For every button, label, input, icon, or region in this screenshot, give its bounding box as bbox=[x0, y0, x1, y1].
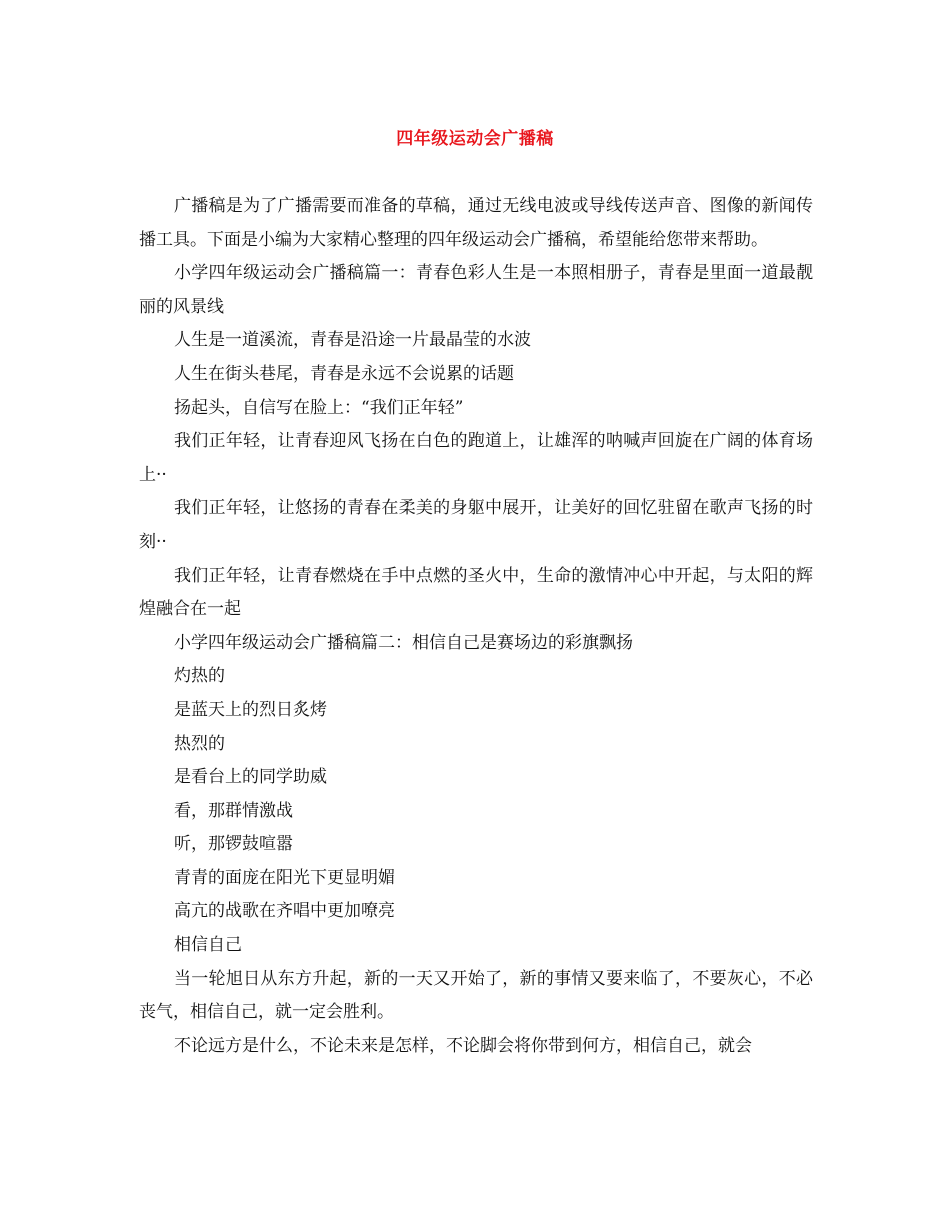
paragraph: 听，那锣鼓喧嚣 bbox=[174, 834, 293, 855]
paragraph: 当一轮旭日从东方升起，新的一天又开始了，新的事情又要来临了，不要灰心，不必丧气，相信自己，就一定会胜利。 bbox=[139, 968, 813, 1023]
document-body bbox=[139, 190, 813, 1063]
paragraph: 人生在街头巷尾，青春是永远不会说累的话题 bbox=[174, 363, 514, 384]
paragraph: 高亢的战歌在齐唱中更加嘹亮 bbox=[174, 901, 395, 922]
paragraph: 热烈的 bbox=[174, 733, 225, 754]
paragraph: 相信自己 bbox=[174, 935, 242, 956]
paragraph: 我们正年轻，让青春燃烧在手中点燃的圣火中，生命的激情冲心中开起，与太阳的辉煌融合在一起 bbox=[139, 565, 813, 620]
paragraph: 青青的面庞在阳光下更显明媚 bbox=[174, 867, 395, 888]
paragraph: 是看台上的同学助威 bbox=[174, 767, 327, 788]
paragraph: 扬起头，自信写在脸上：“我们正年轻” bbox=[174, 397, 464, 418]
paragraph: 看，那群情激战 bbox=[174, 800, 293, 821]
paragraph: 不论远方是什么，不论未来是怎样，不论脚会将你带到何方，相信自己，就会 bbox=[174, 1035, 752, 1056]
paragraph: 灼热的 bbox=[174, 666, 225, 687]
paragraph: 小学四年级运动会广播稿篇一：青春色彩人生是一本照相册子，青春是里面一道最靓丽的风景线 bbox=[139, 263, 813, 317]
paragraph: 人生是一道溪流，青春是沿途一片最晶莹的水波 bbox=[174, 330, 531, 351]
paragraph: 我们正年轻，让悠扬的青春在柔美的身躯中展开，让美好的回忆驻留在歌声飞扬的时刻·· bbox=[139, 498, 813, 552]
paragraph: 广播稿是为了广播需要而准备的草稿，通过无线电波或导线传送声音、图像的新闻传播工具。下面是小编为大家精心整理的四年级运动会广播稿，希望能给您带来帮助。 bbox=[139, 196, 813, 250]
document-title: 四年级运动会广播稿 bbox=[396, 129, 554, 149]
paragraph: 小学四年级运动会广播稿篇二：相信自己是赛场边的彩旗飘扬 bbox=[174, 632, 633, 653]
paragraph: 我们正年轻，让青春迎风飞扬在白色的跑道上，让雄浑的呐喊声回旋在广阔的体育场上·· bbox=[139, 431, 813, 485]
paragraph: 是蓝天上的烈日炙烤 bbox=[174, 699, 327, 720]
